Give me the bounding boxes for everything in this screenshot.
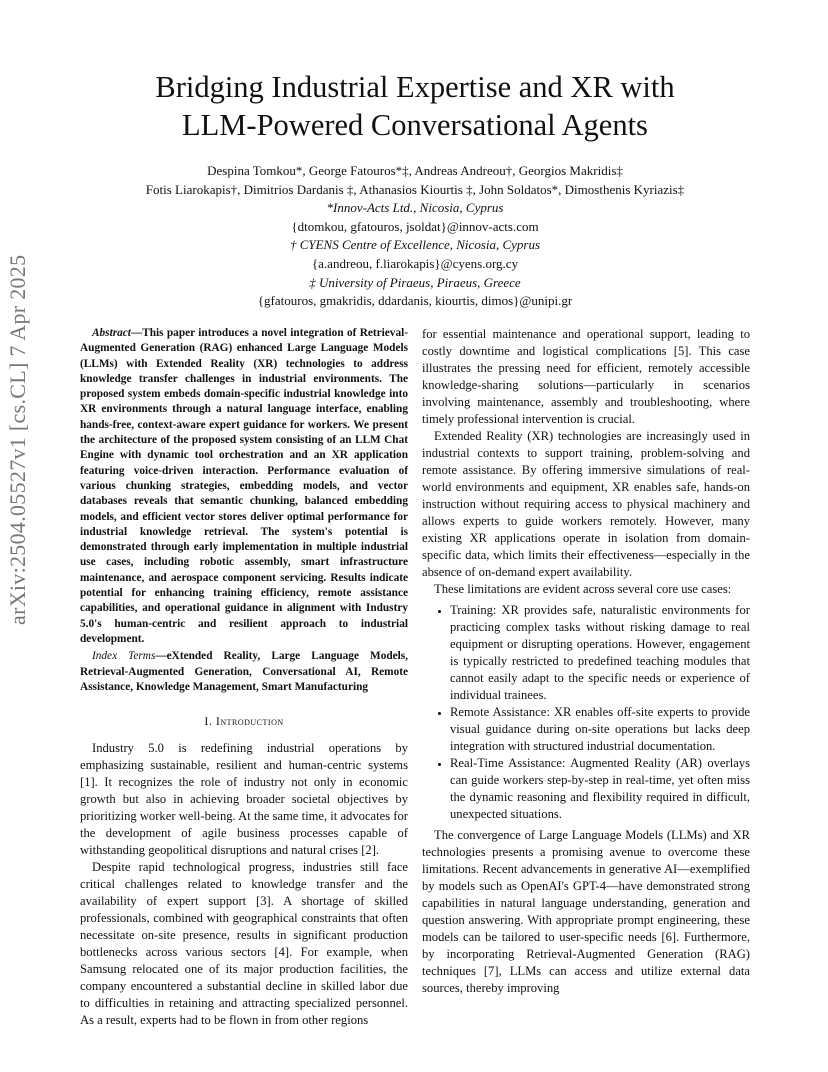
paper-title [90,68,740,144]
title-line-2: LLM-Powered Conversational Agents [182,108,648,142]
index-terms-text: —eXtended Reality, Large Language Models, Retrieval-Augmented Generation, Conversational AI, Remote Assistance, Knowledge Management, Smart Manufacturing [80,650,408,693]
list-item: • Remote Assistance: XR enables off-site experts to provide visual guidance during on-site operations but lacks deep integration with structured industrial documentation. [450,704,750,755]
list-item: • Training: XR provides safe, naturalistic environments for practicing complex tasks without risking damage to real equipment or disrupting operations. However, engagement is typically restricted to predefined teaching modules that cannot easily adapt to the specific needs or experience of individual trainees. [450,602,750,704]
paragraph: Extended Reality (XR) technologies are increasingly used in industrial contexts to support training, problem-solving and remote assistance. By offering immersive simulations of real-world environments and equipment, XR enables safe, hands-on instruction without requiring access to physical machinery and allows experts to guide workers remotely. However, many existing XR applications operate in isolation from domain-specific data, which limits their effectiveness—especially in the absence of on-demand expert availability. [422,429,750,579]
paragraph: Despite rapid technological progress, industries still face critical challenges related to knowledge transfer and the availability of expert support [3]. A shortage of skilled professionals, combined with geographical constraints that often necessitate on-site presence, results in significant production bottlenecks across various sectors [4]. For example, when Samsung relocated one of its major production facilities, the company encountered a substantial decline in skilled labor due to difficulties in retaining and attracting specialized personnel. As a result, experts had to be flown in from other regions [80,860,408,1028]
right-column [422,326,750,997]
index-terms [80,649,408,695]
left-column [80,326,408,1029]
section-heading: I. Introduction [204,714,284,729]
authors-line-1: Despina Tomkou*, George Fatouros*‡, Andreas Andreou†, Georgios Makridis‡ [207,163,623,178]
paragraph: Industry 5.0 is redefining industrial operations by emphasizing sustainable, resilient and human-centric systems [1]. It recognizes the role of industry not only in economic growth but also in achieving broader societal objectives by prioritizing worker well-being. At the same time, it advocates for the development of agile business processes capable of withstanding geopolitical disruptions and natural crises [2]. [80,741,408,858]
use-case-list [422,602,750,823]
email-2: {a.andreou, f.liarokapis}@cyens.org.cy [311,255,519,271]
index-terms-label: Index Terms [92,650,156,663]
affiliation-2: † CYENS Centre of Excellence, Nicosia, Cyprus [289,237,541,253]
email-1: {dtomkou, gfatouros, jsoldat}@innov-acts.com [291,218,539,234]
paragraph: These limitations are evident across several core use cases: [434,582,732,596]
title-line-1: Bridging Industrial Expertise and XR with [155,70,675,104]
abstract-label: Abstract [92,327,131,339]
affiliation-1: *Innov-Acts Ltd., Nicosia, Cyprus [326,200,504,216]
paragraph: for essential maintenance and operational support, leading to costly downtime and logistical complications [5]. This case illustrates the pressing need for efficient, remotely accessible knowledge-sharing solutions—particularly in scenarios involving maintenance, assembly and troubleshooting, where timely professional intervention is crucial. [422,327,750,426]
affiliation-3: ‡ University of Piraeus, Piraeus, Greece [309,274,521,290]
paragraph: The convergence of Large Language Models (LLMs) and XR technologies presents a promising avenue to overcome these limitations. Recent advancements in generative AI—exemplified by models such as OpenAI's GPT-4—have demonstrated strong capabilities in natural language understanding, generation and question answering. With appropriate prompt engineering, these models can be tailored to user-specific needs [6]. Furthermore, by incorporating Retrieval-Augmented Generation (RAG) techniques [7], LLMs can access and utilize external data sources, thereby improving [422,828,750,995]
author-block [80,162,750,311]
arxiv-identifier: arXiv:2504.05527v1 [cs.CL] 7 Apr 2025 [5,254,30,625]
email-3: {gfatouros, gmakridis, ddardanis, kiourtis, dimos}@unipi.gr [257,293,573,309]
authors-line-2: Fotis Liarokapis†, Dimitrios Dardanis ‡, Athanasios Kiourtis ‡, John Soldatos*, Dimosthenis Kyriazis‡ [145,181,685,197]
abstract-text: —This paper introduces a novel integration of Retrieval-Augmented Generation (RAG) enhanced Large Language Models (LLMs) with Extended Reality (XR) technologies to address knowledge transfer challenges in industrial environments. The proposed system embeds domain-specific industrial knowledge into XR environments through a natural language interface, enabling hands-free, context-aware expert guidance for workers. We present the architecture of the proposed system consisting of an LLM Chat Engine with dynamic tool orchestration and an XR application featuring voice-driven interaction. Performance evaluation of various chunking strategies, embedding models, and vector databases reveals that semantic chunking, balanced embedding models, and efficient vector stores deliver optimal performance for industrial knowledge retrieval. The system's potential is demonstrated through early implementation in multiple industrial use cases, including robotic assembly, smart infrastructure maintenance, and aerospace component servicing. Results indicate potential for enhancing training efficiency, remote assistance capabilities, and operational guidance in alignment with Industry 5.0's human-centric and resilient approach to industrial development. [80,327,408,645]
list-item: • Real-Time Assistance: Augmented Reality (AR) overlays can guide workers step-by-step in real-time, yet often miss the dynamic reasoning and flexibility required in difficult, unexpected situations. [450,755,750,823]
abstract [80,326,408,647]
